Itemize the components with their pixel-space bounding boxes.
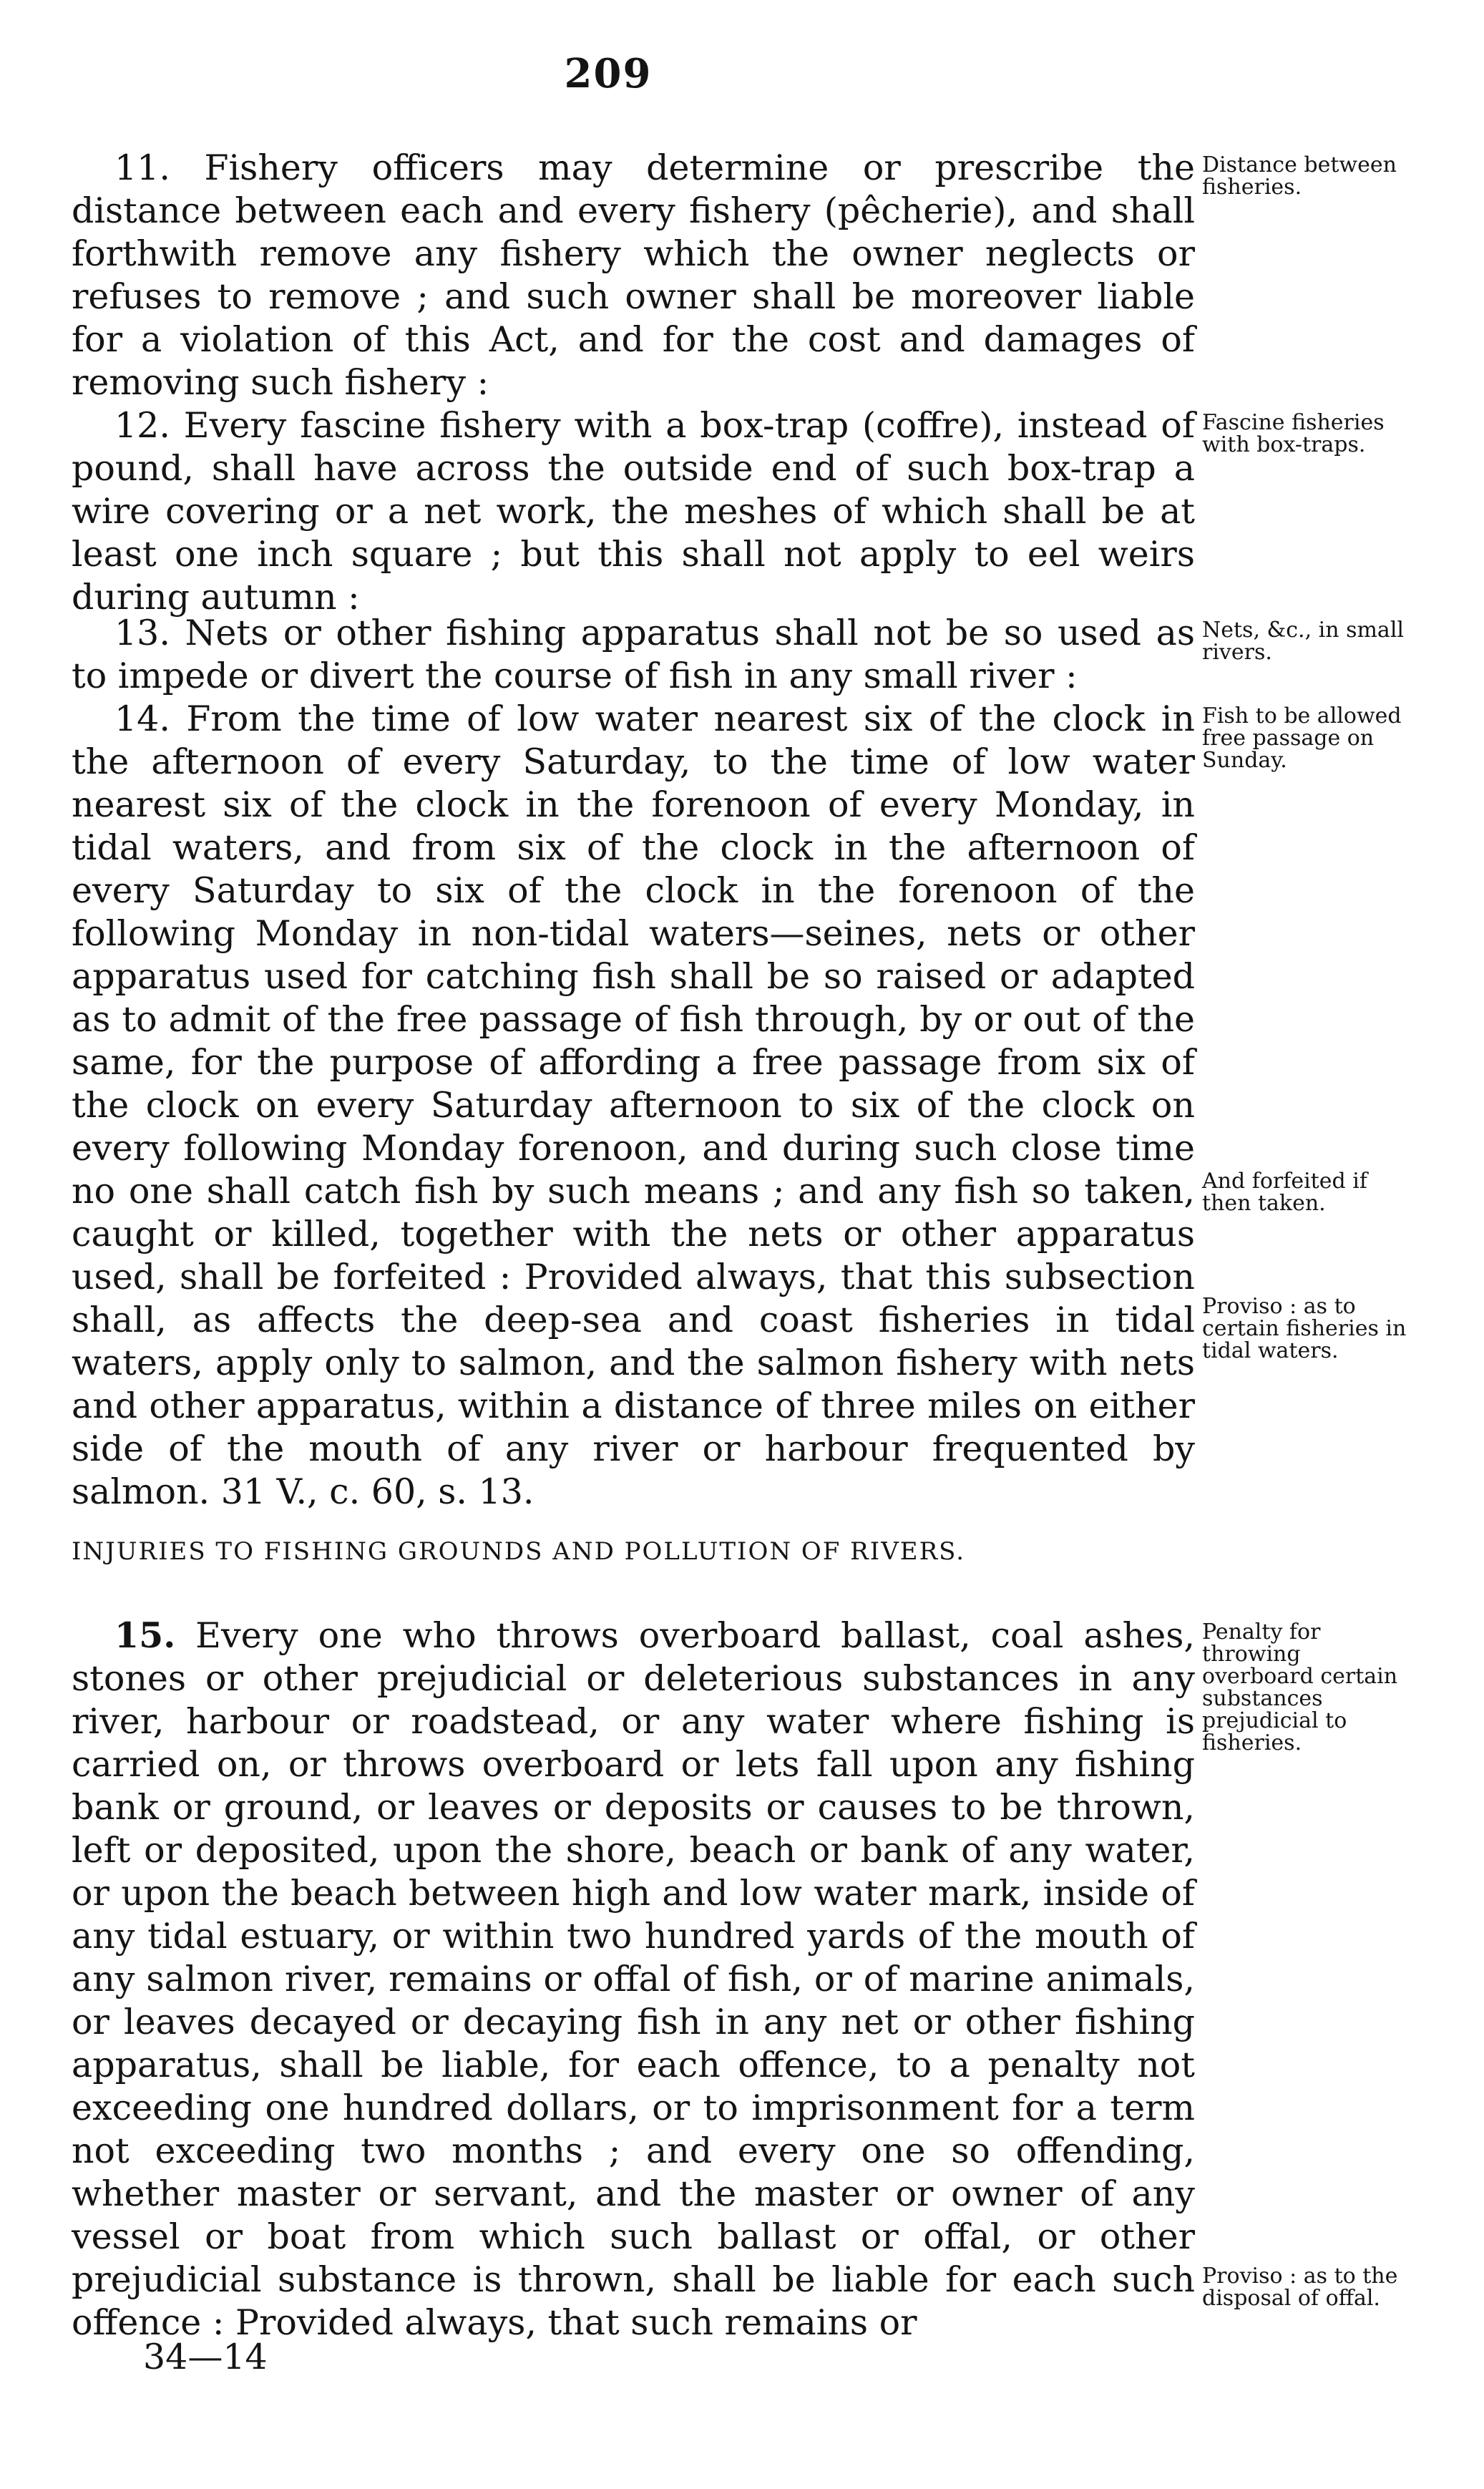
margin-note: Distance between fisheries. (1202, 152, 1397, 200)
section-number: 12. (114, 405, 170, 446)
section-15 (72, 1614, 1195, 2344)
section-number: 14. (114, 698, 170, 739)
section-text: Every fascine fishery with a box-trap (coffre), instead of pound, shall have across the outside end of such box-trap a wire covering or a net work, the meshes of which shall be at least one inch square ; but this shall not apply to eel weirs during autumn : (72, 405, 1195, 618)
section-number: 15. (114, 1614, 176, 1656)
page-number: 209 (564, 50, 653, 97)
section-text: Every one who throws overboard ballast, coal ashes, stones or other prejudicial or deleterious substances in any river, harbour or roadstead, or any water where fishing is carried on, or throws overboard or lets fall upon any fishing bank or ground, or leaves or deposits or causes to be thrown, left or deposited, upon the shore, beach or bank of any water, or upon the beach between high and low water mark, inside of any tidal estuary, or within two hundred yards of the mouth of any salmon river, remains or offal of fish, or of marine animals, or leaves decayed or decaying fish in any net or other fishing apparatus, shall be liable, for each offence, to a penalty not exceeding one hundred dollars, or to imprisonment for a term not exceeding two months ; and every one so offending, whether master or servant, and the master or owner of any vessel or boat from which such ballast or offal, or other prejudicial substance is thrown, shall be liable for each such offence : Provided always, that such remains or (72, 1615, 1195, 2343)
section-13 (72, 612, 1195, 698)
section-12 (72, 404, 1195, 619)
section-heading: INJURIES TO FISHING GROUNDS AND POLLUTION OF RIVERS. (72, 1537, 966, 1566)
margin-note: And forfeited if then taken. (1202, 1169, 1367, 1216)
section-11 (72, 147, 1195, 404)
section-text: From the time of low water nearest six of the clock in the afternoon of every Saturday, to the time of low water nearest six of the clock in the forenoon of every Monday, in tidal waters, and from six of the clock in the afternoon of every Saturday to six of the clock in the forenoon of the following Monday in non-tidal waters—seines, nets or other apparatus used for catching fish shall be so raised or adapted as to admit of the free passage of fish through, by or out of the same, for the purpose of affording a free passage from six of the clock on every Saturday afternoon to six of the clock on every following Monday forenoon, and during such close time no one shall catch fish by such means ; and any fish so taken, caught or killed, together with the nets or other apparatus used, shall be forfeited : Provided always, that this subsection shall, as affects the deep-sea and coast fisheries in tidal waters, apply only to salmon, and the salmon fishery with nets and other apparatus, within a distance of three miles on either side of the mouth of any river or harbour frequented by salmon. 31 V., c. 60, s. 13. (72, 698, 1195, 1512)
section-number: 13. (114, 613, 170, 653)
section-14 (72, 698, 1195, 1514)
margin-note: Fascine fisheries with box-traps. (1202, 410, 1385, 457)
margin-note: Proviso : as to the disposal of offal. (1202, 2264, 1398, 2311)
section-text: Nets or other fishing apparatus shall not be so used as to impede or divert the course of fish in any small river : (72, 613, 1196, 696)
signature-mark: 34—14 (143, 2337, 268, 2377)
margin-note: Fish to be allowed free passage on Sunday. (1202, 703, 1402, 773)
section-number: 11. (114, 147, 170, 188)
margin-note: Nets, &c., in small rivers. (1202, 618, 1405, 665)
margin-note: Proviso : as to certain fisheries in tidal waters. (1202, 1294, 1407, 1363)
margin-note: Penalty for throwing overboard certain substances prejudicial to fisheries. (1202, 1619, 1398, 1755)
section-text: Fishery officers may determine or prescribe the distance between each and every fishery (pêcherie), and shall forthwith remove any fishery which the owner neglects or refuses to remove ; and such owner shall be moreover liable for a violation of this Act, and for the cost and damages of removing such fishery : (72, 147, 1195, 403)
